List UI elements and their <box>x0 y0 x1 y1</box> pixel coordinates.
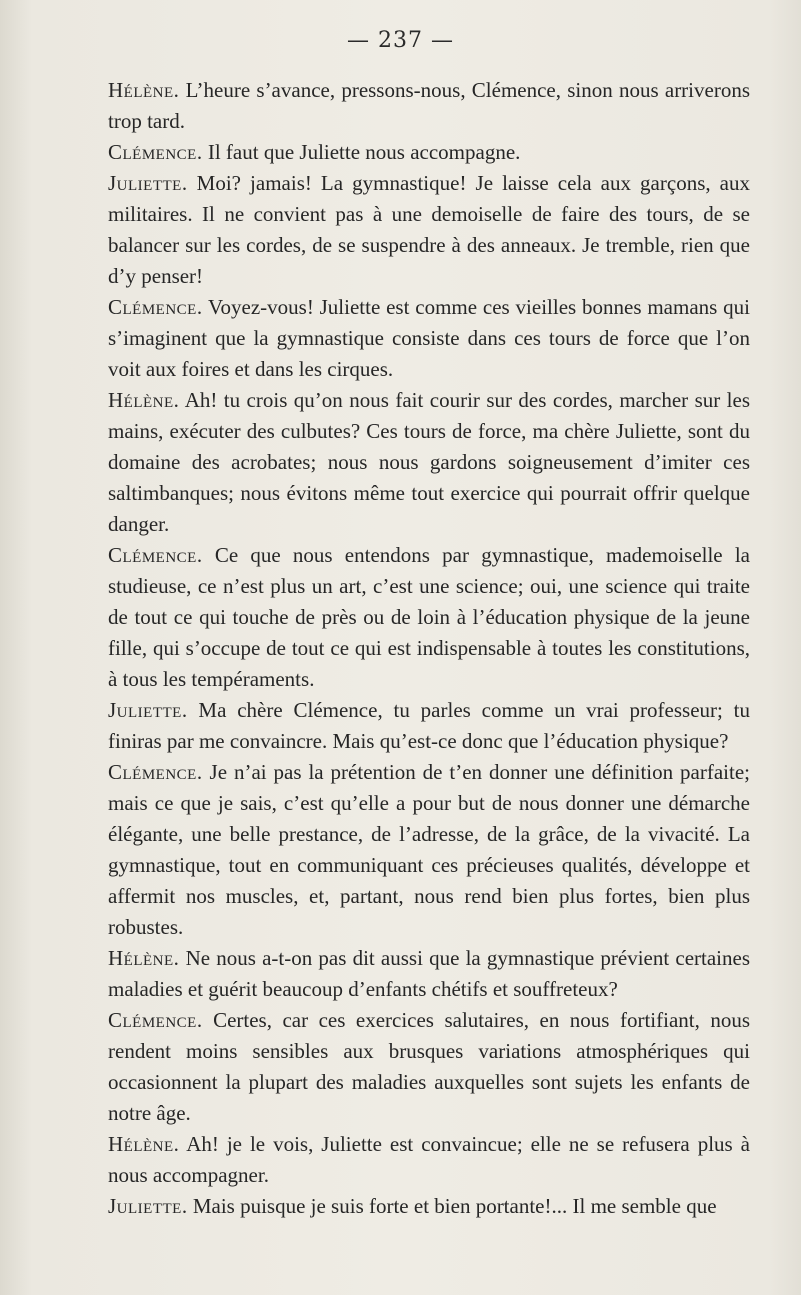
speaker-name: Clémence. <box>108 760 203 784</box>
speaker-name: Clémence. <box>108 295 203 319</box>
dialogue-line: Moi? jamais! La gymnastique! Je laisse cela aux garçons, aux militaires. Il ne convient pas à une demoiselle de faire des tours, de se balancer sur les cordes, de se suspendre à des anneaux. Je tremble, rien que d’y penser! <box>108 171 751 288</box>
dialogue-line: Je n’ai pas la prétention de t’en donner une définition parfaite; mais ce que je sais, c’est qu’elle a pour but de nous donner une démarche élégante, une belle prestance, de l’adresse, de la grâce, de la vivacité. La gymnastique, tout en communiquant ces précieuses qualités, développe et affermit nos muscles, et, partant, nous rend bien plus fortes, bien plus robustes. <box>108 760 750 939</box>
dialogue-line: Ma chère Clémence, tu parles comme un vrai professeur; tu finiras par me convaincre. Mais qu’est-ce donc que l’éducation physique? <box>108 698 751 753</box>
speaker-name: Clémence. <box>108 543 203 567</box>
speaker-name: Clémence. <box>108 1008 203 1032</box>
dialogue-paragraph <box>108 540 750 695</box>
dialogue-paragraph <box>108 292 750 385</box>
dialogue-line: Ce que nous entendons par gymnastique, mademoiselle la studieuse, ce n’est plus un art, c’est une science; oui, une science qui traite de tout ce qui touche de près ou de loin à l’éducation physique de la jeune fille, qui s’occupe de tout ce qui est indispensable à toutes les constitutions, à tous les tempéraments. <box>108 543 751 691</box>
speaker-name: Juliette. <box>108 698 188 722</box>
speaker-name: Juliette. <box>108 1194 188 1218</box>
dialogue-paragraph <box>108 385 750 540</box>
dialogue-paragraph <box>108 137 750 168</box>
dialogue-paragraph <box>108 757 750 943</box>
dialogue-line: Certes, car ces exercices salutaires, en nous fortifiant, nous rendent moins sensibles aux brusques variations atmosphériques qui occasionnent la plupart des maladies auxquelles sont sujets les enfants de notre âge. <box>108 1008 750 1125</box>
dialogue-text <box>108 75 750 1222</box>
speaker-name: Clémence. <box>108 140 203 164</box>
dialogue-paragraph <box>108 695 750 757</box>
dialogue-paragraph <box>108 75 750 137</box>
dialogue-paragraph <box>108 168 750 292</box>
speaker-name: Hélène. <box>108 78 180 102</box>
speaker-name: Hélène. <box>108 1132 180 1156</box>
dialogue-line: L’heure s’avance, pressons-nous, Clémence, sinon nous arriverons trop tard. <box>108 78 750 133</box>
speaker-name: Juliette. <box>108 171 188 195</box>
dialogue-line: Ne nous a-t-on pas dit aussi que la gymnastique prévient certaines maladies et guérit beaucoup d’enfants chétifs et souffreteux? <box>108 946 751 1001</box>
dialogue-line: Voyez-vous! Juliette est comme ces vieilles bonnes mamans qui s’imaginent que la gymnastique consiste dans ces tours de force que l’on voit aux foires et dans les cirques. <box>108 295 750 381</box>
dialogue-line: Il faut que Juliette nous accompagne. <box>207 140 521 164</box>
dialogue-line: Ah! tu crois qu’on nous fait courir sur des cordes, marcher sur les mains, exécuter des culbutes? Ces tours de force, ma chère Juliette, sont du domaine des acrobates; nous nous gardons soigneusement d’imiter ces saltimbanques; nous évitons même tout exercice qui pourrait offrir quelque danger. <box>108 388 750 536</box>
page-number: — 237 — <box>347 28 454 53</box>
speaker-name: Hélène. <box>108 946 180 970</box>
dialogue-line: Ah! je le vois, Juliette est convaincue; elle ne se refusera plus à nous accompagner. <box>108 1132 750 1187</box>
dialogue-paragraph <box>108 1129 750 1191</box>
dialogue-paragraph <box>108 1191 750 1222</box>
speaker-name: Hélène. <box>108 388 180 412</box>
dialogue-paragraph <box>108 1005 750 1129</box>
dialogue-line: Mais puisque je suis forte et bien portante!... Il me semble que <box>192 1194 717 1218</box>
dialogue-paragraph <box>108 943 750 1005</box>
